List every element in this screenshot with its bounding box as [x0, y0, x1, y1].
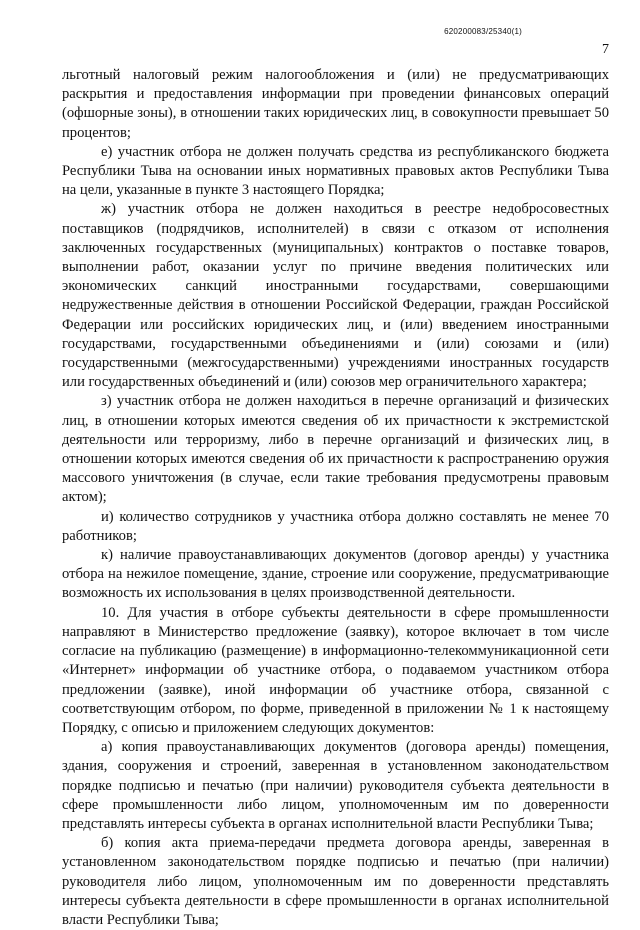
- paragraph-a: а) копия правоустанавливающих документов (договора аренды) помещения, здания, сооружения и строений, заверенная в установленном законодательством порядке подписью и печатью (при наличии) руководителя субъекта деятельности в сфере промышленности либо лицом, уполномоченным им по доверенности представлять интересы субъекта в органах исполнительной власти Республики Тыва;: [62, 739, 609, 832]
- paragraph-b: б) копия акта приема-передачи предмета договора аренды, заверенная в установленном законодательством порядке подписью и печатью (при наличии) руководителя либо лицом, уполномоченным им по доверенности представлять интересы субъекта деятельности в сфере промышленности в органах исполнительной власти Республики Тыва;: [62, 835, 609, 928]
- paragraph-continuation: льготный налоговый режим налогообложения и (или) не предусматривающих раскрытия и предоставления информации при проведении финансовых операций (офшорные зоны), в отношении таких юридических лиц, в совокупности превышает 50 процентов;: [62, 67, 609, 141]
- paragraph-zh: ж) участник отбора не должен находиться в реестре недобросовестных поставщиков (подрядчиков, исполнителей) в связи с отказом от исполнения заключенных государственных (муниципальных) контрактов о поставке товаров, выполнении работ, оказании услуг по причине введения политических или экономических санкций иностранными государствами, совершающими недружественные действия в отношении Российской Федерации, граждан Российской Федерации или российских юридических лиц, и (или) введением иностранными государствами, государственными объединениями и (или) союзами и (или) государственными (межгосударственными) учреждениями иностранных государств или государственных объединений и (или) союзов мер ограничительного характера;: [62, 201, 609, 391]
- document-code: 620200083/25340(1): [444, 27, 522, 36]
- paragraph-e: е) участник отбора не должен получать средства из республиканского бюджета Республики Тыва на основании иных нормативных правовых актов Республики Тыва на цели, указанные в пункте 3 настоящего Порядка;: [62, 143, 609, 199]
- paragraph-10: 10. Для участия в отборе субъекты деятельности в сфере промышленности направляют в Министерство предложение (заявку), которое включает в том числе согласие на публикацию (размещение) в информационно-телекоммуникационной сети «Интернет» информации об участнике отбора, о подаваемом участником отбора предложении (заявке), иной информации об участнике отбора, связанной с соответствующим отбором, по форме, приведенной в приложении № 1 к настоящему Порядку, с описью и приложением следующих документов:: [62, 604, 609, 736]
- document-body: [62, 66, 609, 930]
- page-number: 7: [602, 42, 609, 57]
- paragraph-k: к) наличие правоустанавливающих документов (договор аренды) у участника отбора на нежилое помещение, здание, строение или сооружение, предусматривающие возможность их использования в целях производственной деятельности.: [62, 547, 609, 602]
- paragraph-i: и) количество сотрудников у участника отбора должно составлять не менее 70 работников;: [62, 508, 609, 544]
- paragraph-z: з) участник отбора не должен находиться в перечне организаций и физических лиц, в отношении которых имеются сведения об их причастности к экстремистской деятельности или терроризму, либо в перечне организаций и физических лиц, в отношении которых имеются сведения об их причастности к распространению оружия массового уничтожения (в случае, если такие требования предусмотрены правовым актом);: [62, 393, 609, 506]
